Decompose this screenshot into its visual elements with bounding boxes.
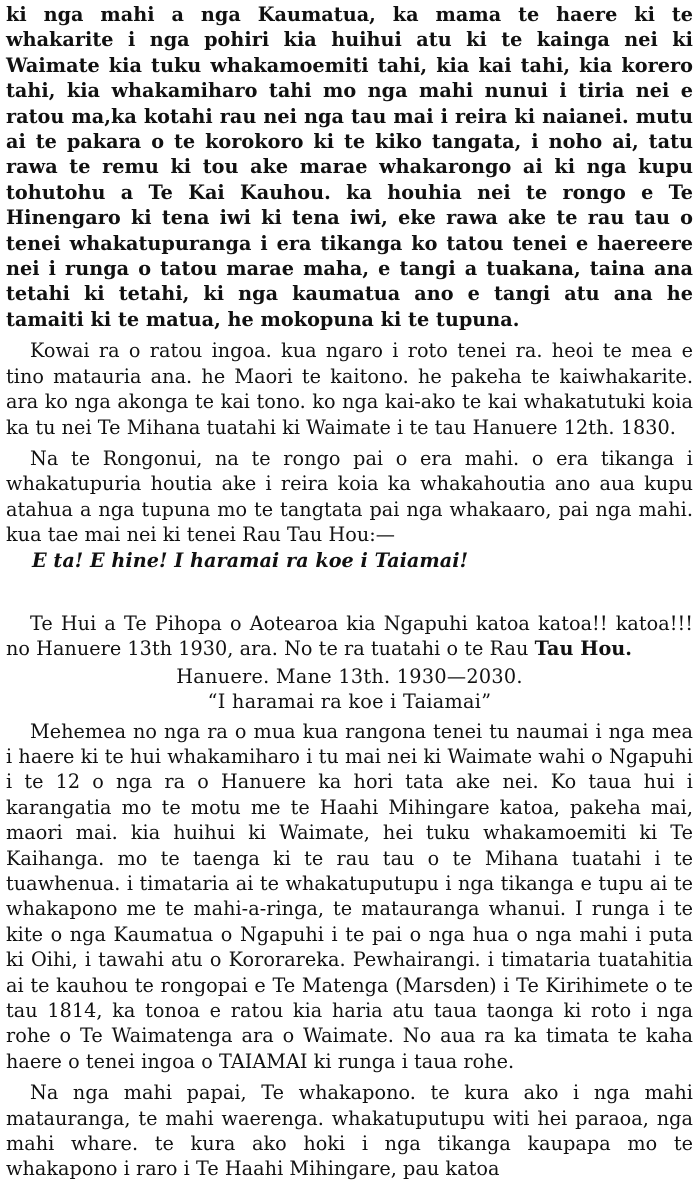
notice-text: Te Hui a Te Pihopa o Aotearoa kia Ngapuhi katoa katoa!! katoa!!! no Hanuere 13th 1930, ara. No te ra tuatahi o te Rau bbox=[6, 611, 693, 661]
paragraph-rongonui-text: Na te Rongonui, na te rongo pai o era mahi. o era tikanga i whakatupuria houtia ake i reira koia ka whakahoutia ano aua kupu atahua a nga tupuna mo te tangtata pai nga whakaaro, pai nga mahi. kua tae mai nei ki tenei Rau Tau Hou:— bbox=[6, 446, 693, 547]
paragraph-rongonui-italic-line: E ta! E hine! I haramai ra koe i Taiamai! bbox=[32, 548, 469, 572]
paragraph-mahi-papai: Na nga mahi papai, Te whakapono. te kura ako i nga mahi matauranga, te mahi waerenga. whakatuputupu witi hei paraoa, nga mahi whare. te kura ako hoki i nga tikanga kaupapa mo te whakapono i raro i Te Haahi Mihingare, pau katoa bbox=[6, 1081, 693, 1181]
paragraph-mehemea: Mehemea no nga ra o mua kua rangona tenei tu naumai i nga mea i haere ki te hui whakamiharo i tu mai nei ki Waimate wahi o Ngapuhi i te 12 o nga ra o Hanuere ka hori tata ake nei. Ko taua hui i karangatia mo te motu me te Haahi Mihingare katoa, pakeha mai, maori mai. kia huihui ki Waimate, hei tuku whakamoemiti ki Te Kaihanga. mo te taenga ki te rau tau o te Mihana tuatahi i te tuawhenua. i timataria ai te whakatuputupu i nga tikanga e tupu ai te whakapono me te mahi-a-ringa, te matauranga whanui. I runga i te kite o nga Kaumatua o Ngapuhi i te pai o nga hua o nga mahi i puta ki Oihi, i tawahi atu o Kororareka. Pewhairangi. i timataria tuatahitia ai te kauhou te rongopai e Te Matenga (Marsden) i Te Kirihimete o te tau 1814, ka tonoa e ratou kia haria atu taua taonga ki roto i nga rohe o Te Waimatenga ara o Waimate. No aua ra ka timata te kaha haere o tenei ingoa o TAIAMAI ki runga i taua rohe. bbox=[6, 719, 693, 1073]
heading-date: Hanuere. Mane 13th. 1930—2030. bbox=[176, 664, 523, 688]
heading-quote: “I haramai ra koe i Taiamai” bbox=[207, 690, 492, 714]
paragraph-kaumatua: ki nga mahi a nga Kaumatua, ka mama te haere ki te whakarite i nga pohiri kia huihui atu ki te kainga nei ki Waimate kia tuku whakamoemiti tahi, kia kai tahi, kia korero tahi, kia whakamiharo tahi mo nga mahi nunui i tiria nei e ratou ma,ka kotahi rau nei nga tau mai i reira ki naianei. mutu ai te pakara o te korokoro ki te kiko tangata, i noho ai, tatu rawa te remu ki tou ake marae whakarongo ai ki nga kupu tohutohu a Te Kai Kauhou. ka houhia nei te rongo e Te Hinengaro ki tena iwi ki tena iwi, eke rawa ake te rau tau o tenei whakatupuranga i era tikanga ko tatou tenei e haereere nei i runga o tatou marae maha, e tangi a tuakana, taina ana tetahi ki tetahi, ki nga kaumatua ano e tangi atu ana he tamaiti ki te matua, he mokopuna ki te tupuna. bbox=[6, 3, 693, 331]
notice-bold: Tau Hou. bbox=[534, 637, 633, 661]
notice-paragraph bbox=[6, 611, 693, 662]
paragraph-rongonui bbox=[6, 446, 693, 573]
paragraph-kowai: Kowai ra o ratou ingoa. kua ngaro i roto tenei ra. heoi te mea e tino matauria ana. he Maori te kaitono. he pakeha te kaiwhakarite. ara ko nga akonga te kai tono. ko nga kai-ako te kai whakatutuki koia ka tu nei Te Mihana tuatahi ki Waimate i te tau Hanuere 12th. 1830. bbox=[6, 339, 693, 439]
